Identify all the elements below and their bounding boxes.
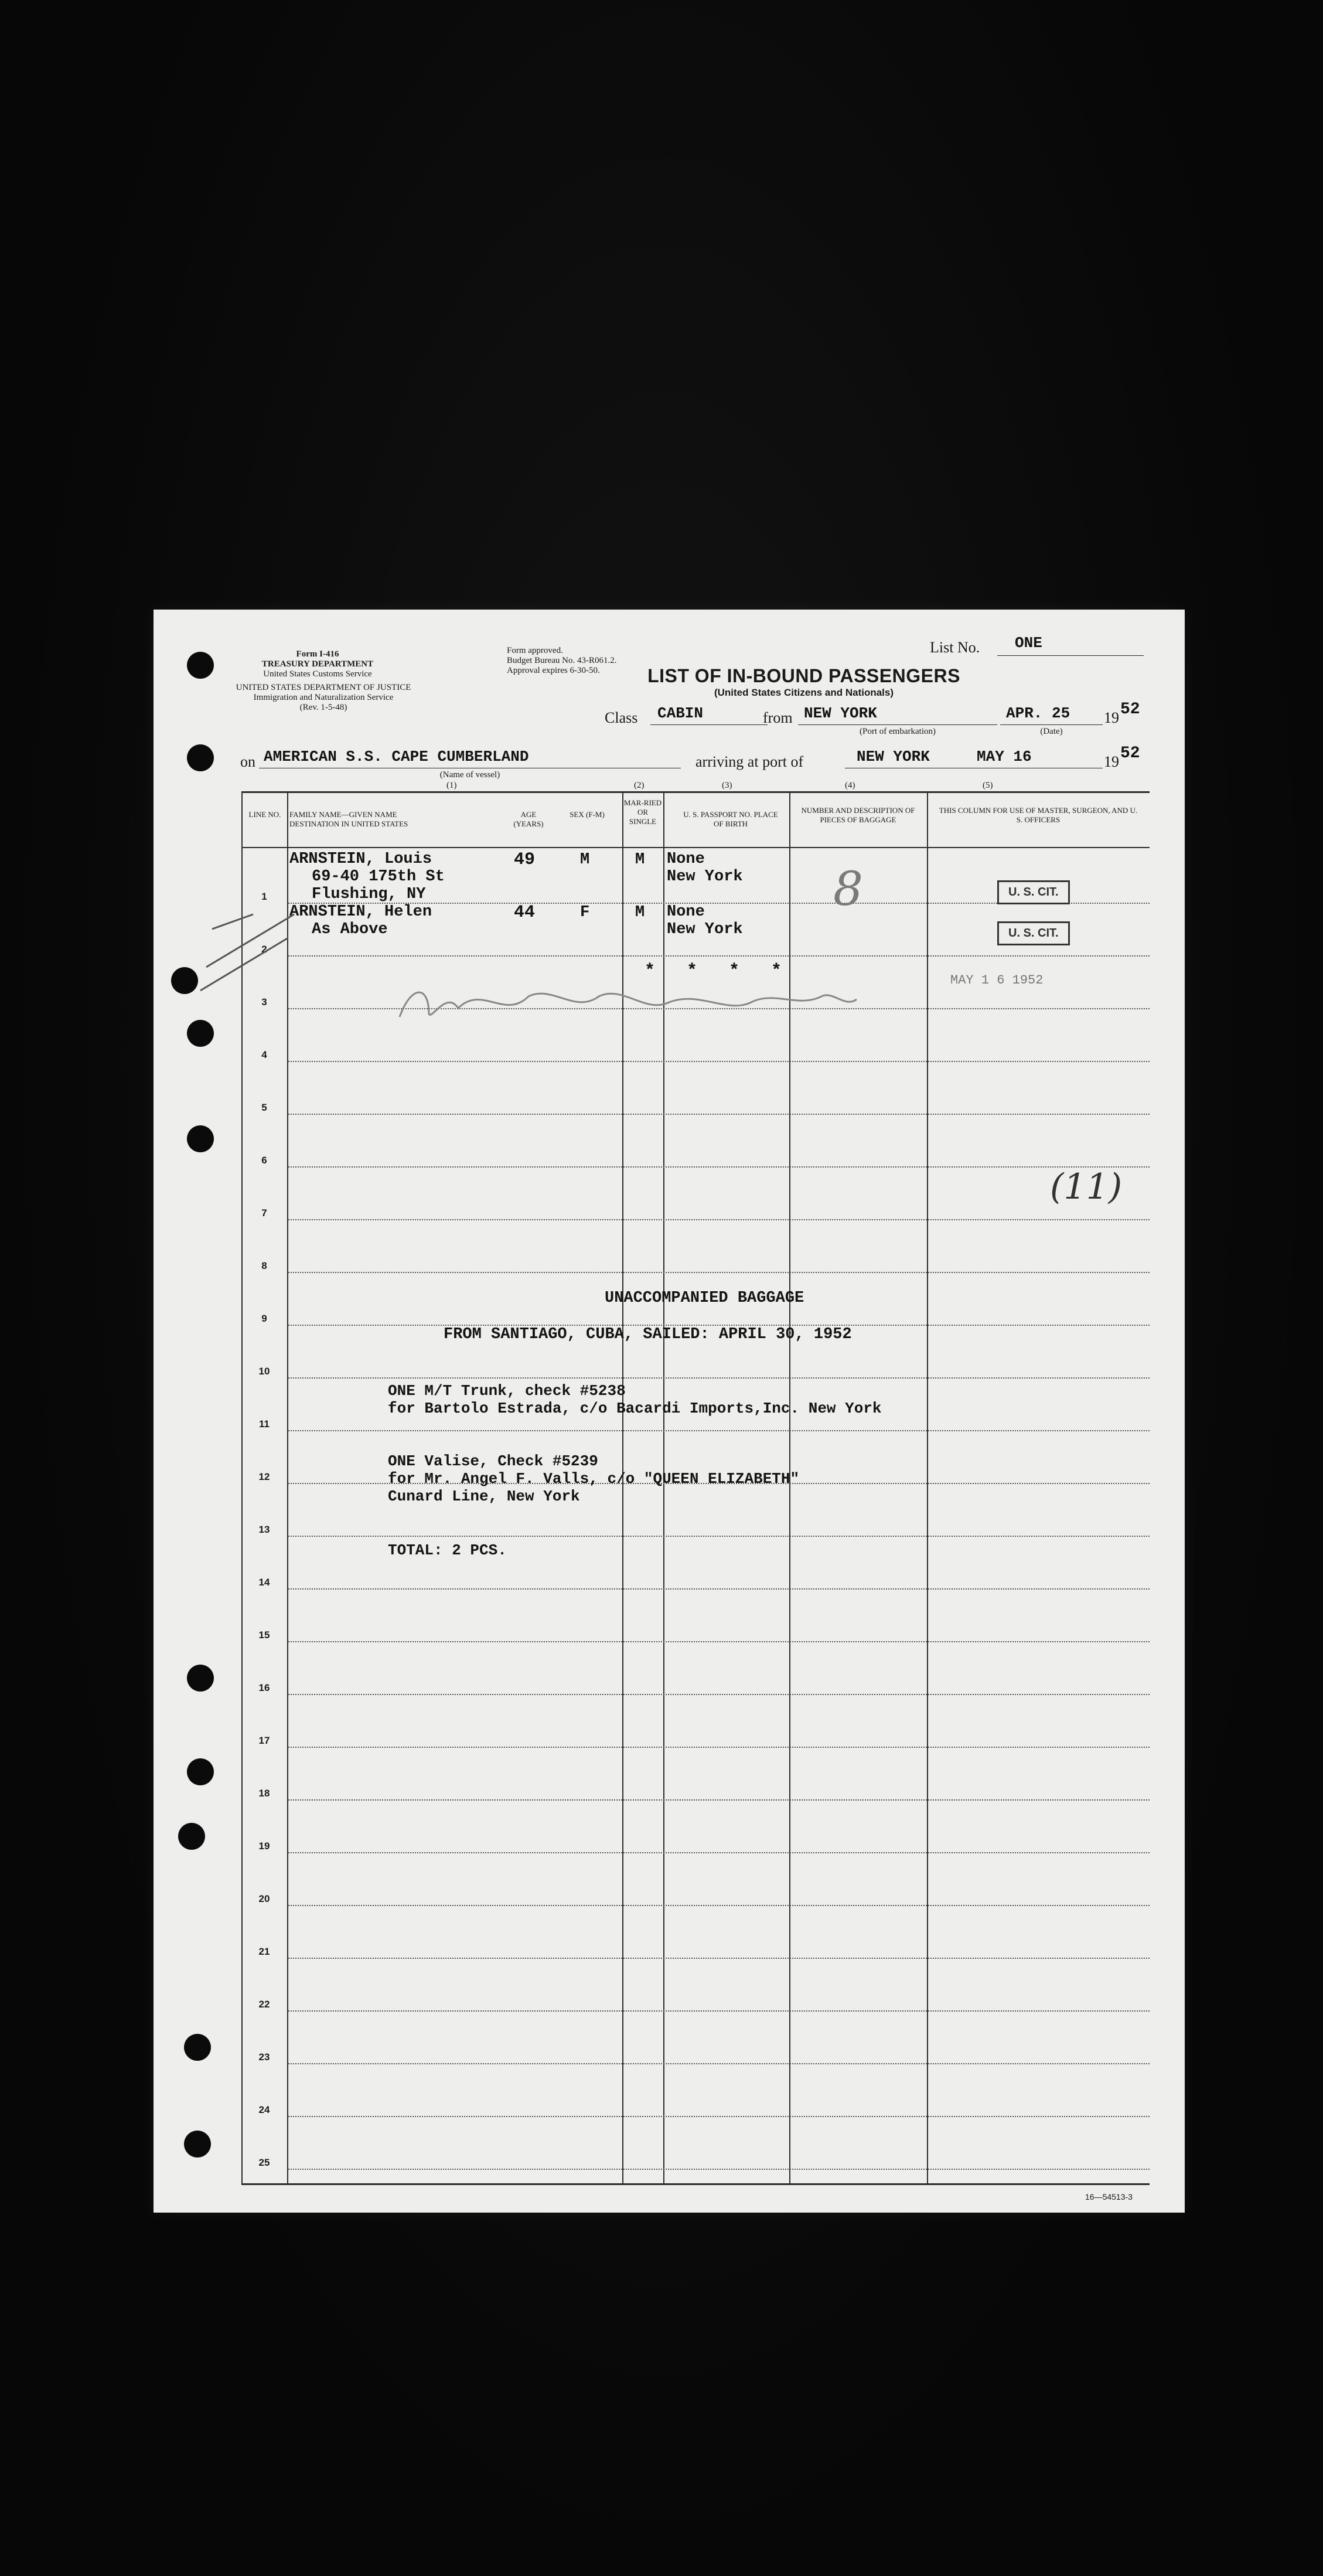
row-number: 8 xyxy=(261,1260,267,1271)
row-number: 9 xyxy=(261,1313,267,1324)
header-married: MAR-RIED OR SINGLE xyxy=(623,798,662,826)
passenger-1-sex: M xyxy=(580,851,590,869)
passenger-2-passport: None xyxy=(667,903,705,921)
col-num-1: (1) xyxy=(446,781,457,790)
arrival-port: NEW YORK xyxy=(857,748,930,765)
class-label: Class xyxy=(605,709,638,726)
list-no-value: ONE xyxy=(1015,634,1042,652)
arriving-label: arriving at port of xyxy=(695,753,804,770)
col-num-2: (2) xyxy=(634,781,645,790)
row-number: 15 xyxy=(258,1629,270,1641)
header-passport: U. S. PASSPORT NO. PLACE OF BIRTH xyxy=(683,810,778,828)
treasury-department: TREASURY DEPARTMENT xyxy=(261,659,374,669)
baggage-item-2-description: ONE Valise, Check #5239 xyxy=(388,1452,598,1470)
arrival-date-stamp: MAY 1 6 1952 xyxy=(950,973,1044,988)
passenger-1-birthplace: New York xyxy=(667,868,743,886)
baggage-heading: UNACCOMPANIED BAGGAGE xyxy=(605,1289,804,1307)
form-footer-code: 16—54513-3 xyxy=(1085,2192,1133,2201)
passenger-2-married: M xyxy=(635,904,645,921)
row-number: 17 xyxy=(258,1735,270,1746)
passenger-1-age: 49 xyxy=(514,850,536,870)
vessel-caption: (Name of vessel) xyxy=(439,770,500,780)
row-number: 4 xyxy=(261,1049,267,1060)
passenger-list-form xyxy=(154,610,1185,2213)
passenger-1-address: 69-40 175th St xyxy=(312,868,445,886)
form-subtitle: (United States Citizens and Nationals) xyxy=(714,687,894,698)
row-number: 20 xyxy=(258,1893,270,1904)
baggage-item-2-recipient: for Mr. Angel F. Valls, c/o "QUEEN ELIZABETH" xyxy=(388,1470,800,1488)
form-number: Form I-416 xyxy=(296,649,339,659)
header-sex: SEX (F-M) xyxy=(570,810,605,819)
budget-bureau: Budget Bureau No. 43-R061.2. xyxy=(507,656,617,665)
row-number: 2 xyxy=(261,944,267,955)
arrival-date: MAY 16 xyxy=(977,748,1032,765)
baggage-item-1-description: ONE M/T Trunk, check #5238 xyxy=(388,1382,626,1400)
row-number: 18 xyxy=(258,1788,270,1799)
header-age: AGE (YEARS) xyxy=(513,810,544,828)
class-value: CABIN xyxy=(657,705,704,722)
date-value: APR. 25 xyxy=(1006,705,1070,722)
customs-service: United States Customs Service xyxy=(263,669,372,679)
arrival-year-prefix: 19 xyxy=(1104,753,1119,770)
row-number: 10 xyxy=(258,1366,270,1377)
passenger-1-citizen-stamp: U. S. CIT. xyxy=(997,880,1070,904)
baggage-item-1-recipient: for Bartolo Estrada, c/o Bacardi Imports,Inc. New York xyxy=(388,1400,882,1417)
row-number: 24 xyxy=(258,2104,270,2115)
passenger-2-address: As Above xyxy=(312,921,388,938)
row-number: 23 xyxy=(258,2051,270,2063)
ins-service: Immigration and Naturalization Service xyxy=(253,693,394,702)
row-number: 1 xyxy=(261,891,267,902)
row-number: 14 xyxy=(258,1577,270,1588)
row-number: 11 xyxy=(259,1418,270,1430)
row-number: 22 xyxy=(258,1999,270,2010)
passenger-2-citizen-stamp: U. S. CIT. xyxy=(997,921,1070,945)
header-officer: THIS COLUMN FOR USE OF MASTER, SURGEON, AND U. S. OFFICERS xyxy=(939,806,1138,824)
passenger-1-city: Flushing, NY xyxy=(312,886,426,903)
revision-date: (Rev. 1-5-48) xyxy=(299,703,347,712)
baggage-item-2-address: Cunard Line, New York xyxy=(388,1488,580,1505)
passenger-2-age: 44 xyxy=(514,903,536,923)
baggage-from-line: FROM SANTIAGO, CUBA, SAILED: APRIL 30, 1952 xyxy=(444,1326,852,1343)
row-number: 3 xyxy=(261,996,267,1008)
handwritten-baggage-count: 8 xyxy=(833,862,863,916)
row-number: 21 xyxy=(258,1946,270,1957)
row-number: 19 xyxy=(258,1840,270,1852)
header-baggage: NUMBER AND DESCRIPTION OF PIECES OF BAGGAGE xyxy=(801,806,915,824)
department-of-justice: UNITED STATES DEPARTMENT OF JUSTICE xyxy=(236,683,411,692)
header-line-no: LINE NO. xyxy=(248,810,281,819)
year-prefix: 19 xyxy=(1104,709,1119,726)
passenger-1-married: M xyxy=(635,851,645,869)
date-caption: (Date) xyxy=(1040,727,1063,736)
col-num-5: (5) xyxy=(983,781,993,790)
row-number: 6 xyxy=(261,1155,267,1166)
row-number: 5 xyxy=(261,1102,267,1113)
from-label: from xyxy=(763,709,793,726)
from-value: NEW YORK xyxy=(804,705,877,722)
end-of-list-marks: * * * * xyxy=(645,961,793,981)
row-number: 12 xyxy=(258,1471,270,1482)
col-num-3: (3) xyxy=(722,781,732,790)
vessel-name: AMERICAN S.S. CAPE CUMBERLAND xyxy=(264,748,529,765)
list-no-label: List No. xyxy=(930,639,980,656)
passenger-2-name: ARNSTEIN, Helen xyxy=(289,903,432,921)
passenger-1-passport: None xyxy=(667,850,705,868)
on-label: on xyxy=(240,753,255,770)
row-number: 7 xyxy=(261,1207,267,1219)
handwritten-total: (11) xyxy=(1050,1166,1123,1207)
header-name: FAMILY NAME—GIVEN NAME DESTINATION IN UNITED STATES xyxy=(289,810,408,828)
form-title: LIST OF IN-BOUND PASSENGERS xyxy=(647,665,960,686)
port-caption: (Port of embarkation) xyxy=(860,727,936,736)
baggage-total: TOTAL: 2 PCS. xyxy=(388,1541,507,1559)
arrival-year: 52 xyxy=(1120,744,1140,763)
row-number: 16 xyxy=(258,1682,270,1693)
approval-expires: Approval expires 6-30-50. xyxy=(507,666,600,675)
year-value: 52 xyxy=(1120,700,1140,719)
passenger-1-name: ARNSTEIN, Louis xyxy=(289,850,432,868)
passenger-2-birthplace: New York xyxy=(667,921,743,938)
row-number: 13 xyxy=(258,1524,270,1535)
passenger-2-sex: F xyxy=(580,904,590,921)
form-approved: Form approved. xyxy=(507,646,563,655)
col-num-4: (4) xyxy=(845,781,855,790)
row-number: 25 xyxy=(258,2157,270,2168)
